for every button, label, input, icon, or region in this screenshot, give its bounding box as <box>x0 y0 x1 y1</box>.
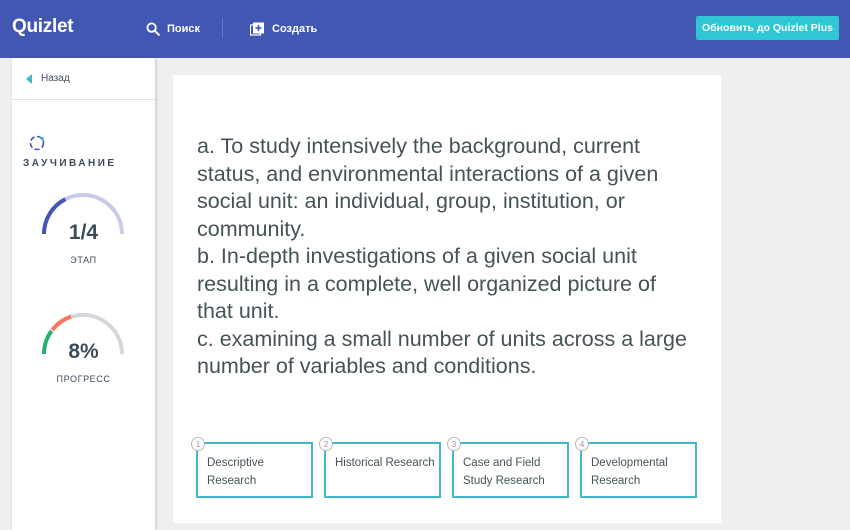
option-text: Case and Field Study Research <box>463 457 545 487</box>
study-mode-label: ЗАУЧИВАНИЕ <box>23 158 117 169</box>
option-number: 4 <box>575 437 589 451</box>
option-text: Historical Research <box>335 457 435 469</box>
stage-value: 1/4 <box>68 221 99 244</box>
upgrade-button[interactable]: Обновить до Quizlet Plus <box>696 16 839 40</box>
sidebar <box>12 58 155 530</box>
question-card <box>173 75 721 523</box>
top-bar <box>0 0 850 58</box>
back-link[interactable] <box>12 58 155 100</box>
progress-value: 8% <box>68 340 99 363</box>
option-number: 2 <box>319 437 333 451</box>
question-line: a. To study intensively the background, current status, and environmental interactions of a given social unit: an individual, group, institution, or community. <box>197 134 659 241</box>
progress-caption: ПРОГРЕСС <box>56 374 111 384</box>
question-line: b. In-depth investigations of a given social unit resulting in a complete, well organized picture of that unit. <box>197 244 656 323</box>
learn-mode-icon <box>28 134 46 152</box>
add-box-icon <box>250 22 265 36</box>
create-button[interactable] <box>250 20 317 38</box>
search-icon <box>146 22 160 36</box>
nav-divider <box>222 18 223 38</box>
answer-option-3[interactable] <box>451 439 569 498</box>
search-label: Поиск <box>167 23 201 35</box>
create-label: Создать <box>272 23 318 35</box>
option-text: Developmental Research <box>591 457 668 487</box>
question-line: c. examining a small number of units across a large number of variables and conditions. <box>197 326 687 378</box>
back-arrow-icon <box>26 74 32 84</box>
quizlet-logo[interactable]: Quizlet <box>12 16 74 37</box>
stage-caption: ЭТАП <box>70 255 97 265</box>
answer-option-2[interactable] <box>323 439 441 498</box>
question-text <box>197 133 697 381</box>
option-number: 3 <box>447 437 461 451</box>
search-button[interactable] <box>146 20 200 38</box>
option-number: 1 <box>191 437 205 451</box>
answer-option-1[interactable] <box>195 439 313 498</box>
answer-option-4[interactable] <box>579 439 697 498</box>
option-text: Descriptive Research <box>207 457 264 487</box>
back-label: Назад <box>41 73 70 84</box>
